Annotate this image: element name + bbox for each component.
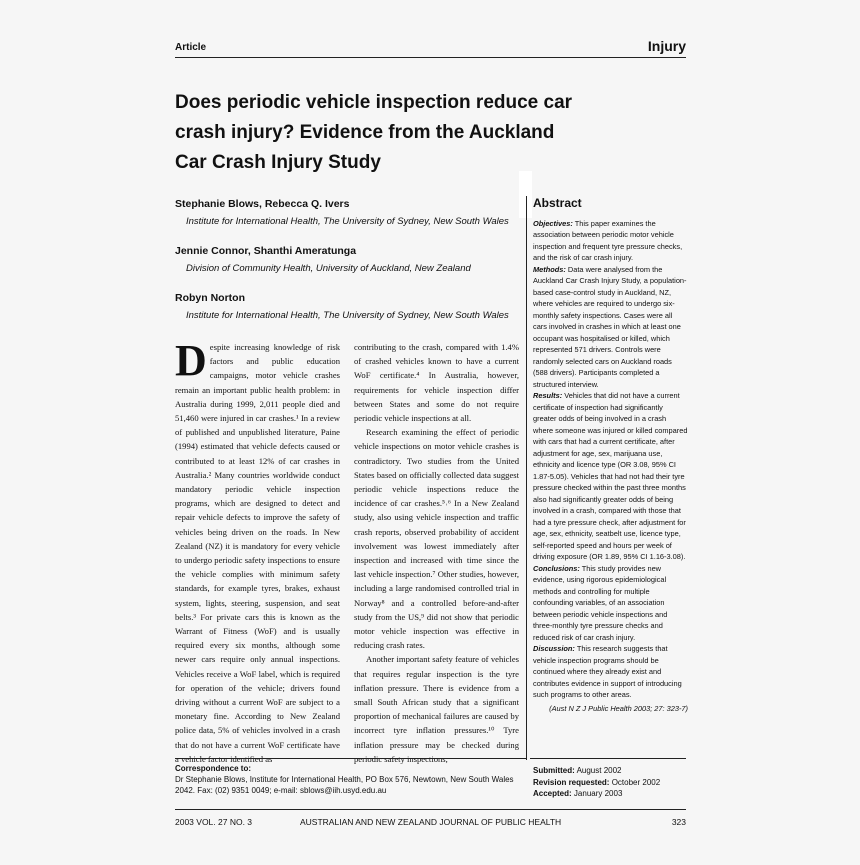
abstract-results: Results: Vehicles that did not have a current certificate of inspection had significantly greater odds of being involved in a crash where someone was injured or killed compared with cars that had a current certificate, after adjustment for age, sex, marijuana use, ethnicity and licence type (OR 3.08, 95% CI 1.87-5.05). Vehicles that had not had their tyre pressure checked within the past three months also had significantly greater odds of being involved in a crash, compared with those that had a tyre pressure check, after adjustment for age, sex, ethnicity, seatbelt use, licence type, self-reported speed and hours per week of driving exposure (OR 1.89, 95% CI 1.16-3.08). bbox=[533, 391, 688, 561]
submission-dates bbox=[533, 765, 688, 800]
correspondence-label: Correspondence to: bbox=[175, 764, 252, 773]
footer-rule bbox=[175, 758, 526, 759]
body-paragraph: Another important safety feature of vehicles that requires regular inspection is the tyre inflation pressure. There is evidence from a small South African study that a significant proportion of mechanical failures are caused by incorrect tyre inflation pressures.¹⁰ Tyre inflation pressure may be checked during bbox=[354, 654, 519, 750]
submitted-date: Submitted: August 2002 bbox=[533, 766, 622, 775]
author-names: Stephanie Blows, Rebecca Q. Ivers bbox=[175, 198, 350, 210]
journal-section-title: Injury bbox=[647, 38, 686, 54]
article-title: Does periodic vehicle inspection reduce car crash injury? Evidence from the Auckland Car Crash Injury Study bbox=[175, 92, 573, 173]
author-block bbox=[175, 198, 520, 339]
body-column-1 bbox=[175, 336, 340, 766]
journal-name: AUSTRALIAN AND NEW ZEALAND JOURNAL OF PUBLIC HEALTH bbox=[300, 817, 562, 827]
body-paragraph: Despite increasing knowledge of risk factors and public education campaigns, motor vehicle crashes remain an important public health problem: in Australia during 1999, 2,011 people died and 51,460 were injured in car crashes.¹ In a review of published and unpublished literature, Paine (1994) estimated that vehicle defects caused or contributed to at least 12% of car crashes in Australia.² Many countries worldwide conduct mandatory periodic vehicle inspection programs, which are designed to detect and repair vehicle defects to improve the safety of vehicles being driven on the roads. In New Zealand (NZ) it is mandatory for every vehicle to undergo periodic safety inspections to ensure the vehicle complies with minimum safety standards, for example tyres, brakes, exhaust system, lights, steering, suspension, and seat belts.³ For private cars this is known as the Warrant of Fitness (WoF) and is usually required every six months, although some newer cars require only annual inspections. Vehicles receive a WoF label, which is required for operation of the vehicle; drivers found driving without a current WoF are subject to a monetary fine. According to New Zealand police data, 5% of vehicles involved in a crash that do not have a current WoF certificate have bbox=[175, 336, 340, 750]
abstract-discussion: Discussion: This research suggests that vehicle inspection programs should be continued where they already exist and contributes evidence in support of introducing such programs to other areas. bbox=[533, 644, 682, 699]
author-affiliation: Division of Community Health, University of Auckland, New Zealand bbox=[186, 263, 471, 274]
drop-cap: D bbox=[175, 336, 207, 385]
correspondence-text: Dr Stephanie Blows, Institute for International Health, PO Box 576, Newtown, New South Wales 2042. Fax: (02) 9351 0049; e-mail: sblows@iih.usyd.edu.au bbox=[175, 775, 514, 795]
section-label: Article bbox=[175, 42, 207, 53]
author-affiliation: Institute for International Health, The University of Sydney, New South Wales bbox=[186, 216, 509, 227]
page-number: 323 bbox=[671, 817, 686, 827]
body-paragraph: contributing to the crash, compared with 1.4% of crashed vehicles known to have a current WoF certificate.⁴ In Australia, however, requirements for vehicle inspection differ between States and some do not require periodic vehicle inspections at all. bbox=[354, 342, 519, 424]
accepted-date: Accepted: January 2003 bbox=[533, 789, 623, 798]
abstract-citation: (Aust N Z J Public Health 2003; 27: 323-7) bbox=[549, 703, 688, 713]
abstract-divider bbox=[526, 196, 527, 760]
body-paragraph: Research examining the effect of periodic vehicle inspections on motor vehicle crashes is contradictory. Two studies from the United States based on officially collected data suggest periodic vehicle inspections reduce the incidence of car crashes.⁵˒⁶ In a New Zealand study, also using vehicle inspection and traffic crash reports, observed probability of accident involvement was lowest immediately after inspection and increased with time since the last vehicle inspection.⁷ Other studies, however, including a large randomised controlled trial in Norway⁸ and a controlled before-and-after study from the US,⁹ did not show that periodic motor vehicle inspection was effective in reducing crash rates. bbox=[354, 427, 519, 651]
abstract-heading: Abstract bbox=[533, 196, 582, 210]
author-affiliation: Institute for International Health, The University of Sydney, New South Wales bbox=[186, 310, 509, 321]
abstract-conclusions: Conclusions: This study provides new evidence, using rigorous epidemiological methods and controlling for multiple confounding variables, of an association between periodic vehicle inspections and three-monthly tyre pressure checks and reduced risk of car crash injury. bbox=[533, 563, 668, 642]
volume-info: 2003 VOL. 27 NO. 3 bbox=[175, 817, 253, 827]
abstract bbox=[533, 198, 688, 714]
revision-date: Revision requested: October 2002 bbox=[533, 777, 661, 787]
author-names: Robyn Norton bbox=[175, 292, 245, 304]
abstract-objectives: Objectives: This paper examines the association between periodic motor vehicle inspection and frequent tyre pressure checks, and the risk of car crash injury. bbox=[533, 218, 683, 262]
footer-rule bbox=[530, 758, 686, 759]
header-rule bbox=[175, 57, 686, 58]
body-column-2 bbox=[354, 340, 519, 766]
author-names: Jennie Connor, Shanthi Ameratunga bbox=[175, 245, 357, 257]
correspondence bbox=[175, 763, 525, 796]
abstract-methods: Methods: Data were analysed from the Auckland Car Crash Injury Study, a population-based case-control study in Auckland, NZ, where vehicles are required to undergo six-monthly safety inspections. Cases were all cars involved in crashes in which at least one occupant was hospitalised or killed, which represented 571 drivers. Controls were randomly selected cars on Auckland roads (588 drivers). Participants completed a structured interview. bbox=[533, 264, 687, 389]
footer-rule bbox=[175, 809, 686, 810]
